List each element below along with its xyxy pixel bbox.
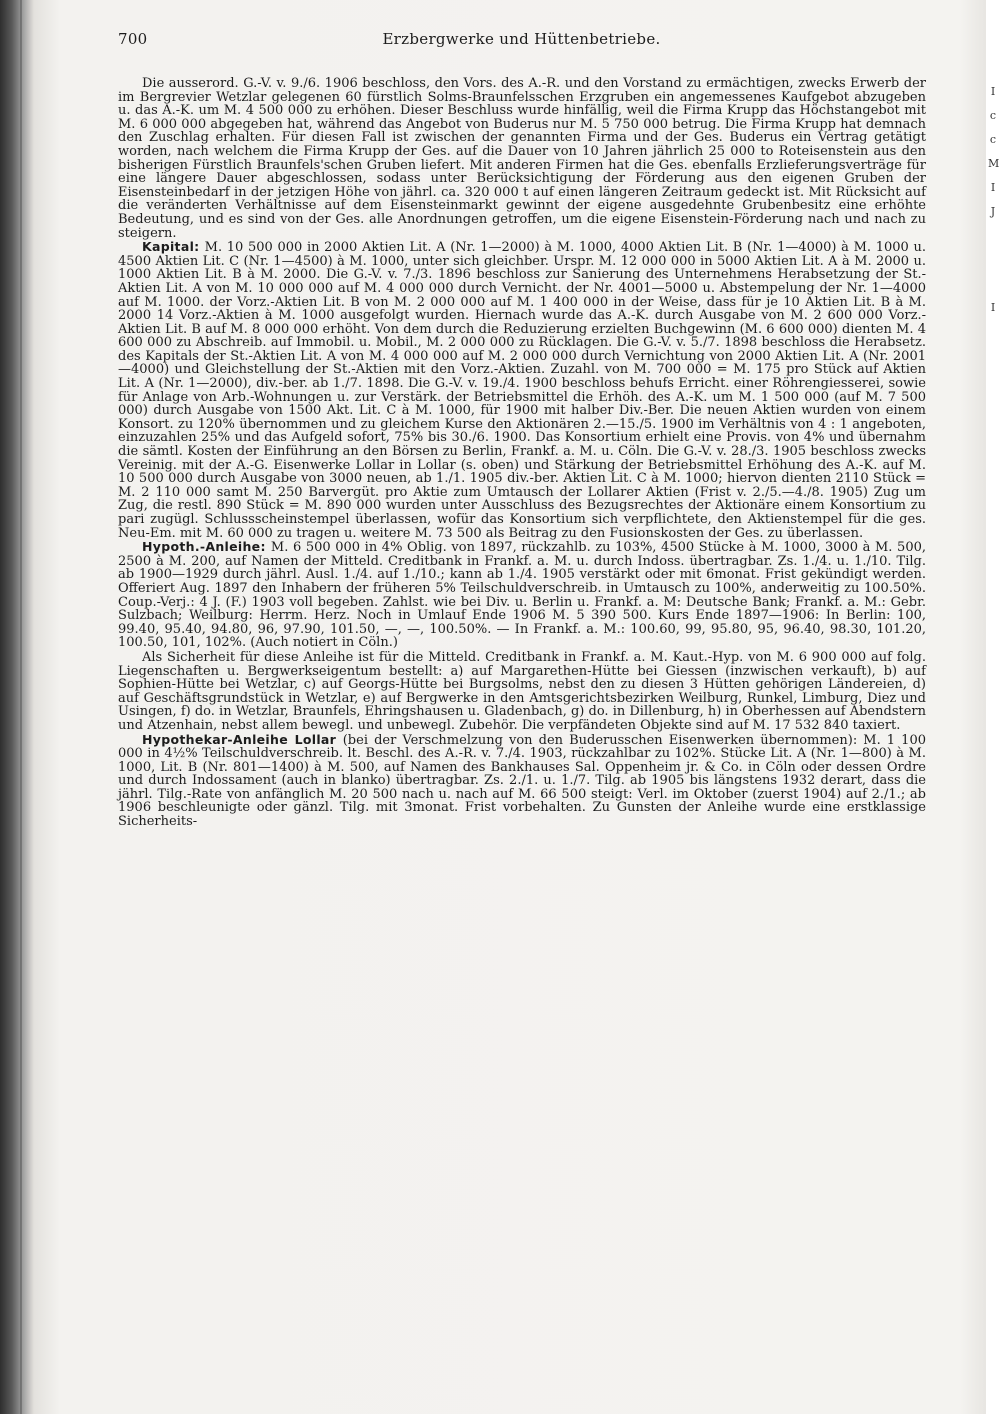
edge-letter: M [988, 157, 1000, 170]
edge-letter: c [989, 133, 997, 146]
adjacent-page-edge [986, 0, 1000, 1414]
paragraph-text: Die ausserord. G.-V. v. 9./6. 1906 beschloss, den Vors. des A.-R. und den Vorstand zu ermächtigen, zwecks Erwerb der im Bergrevier Wetzlar gelegenen 60 fürstlich Solms-Braunfelsschen Erzgruben ein angemessenes Kaufgebot abzugeben u. das A.-K. um M. 4 500 000 zu erhöhen. Dieser Beschluss wurde hinfällig, weil die Firma Krupp das Höchstangebot mit M. 6 000 000 abgegeben hat, während das Angebot von Buderus nur M. 5 750 000 betrug. Die Firma Krupp hat demnach den Zuschlag erhalten. Für diesen Fall ist zwischen der genannten Firma und der Ges. Buderus ein Vertrag getätigt worden, nach welchem die Firma Krupp der Ges. auf die Dauer von 10 Jahren jährlich 25 000 to Roteisenstein aus den bisherigen Fürstlich Braunfels'schen Gruben liefert. Mit anderen Firmen hat die Ges. ebenfalls Erzlieferungsverträge für eine längere Dauer abgeschlossen, sodass unter Berücksichtigung der Förderung aus den eigenen Gruben der Eisensteinbedarf in der jetzigen Höhe von jährl. ca. 320 000 t auf einen längeren Zeitraum gedeckt ist. Mit Rücksicht auf die veränderten Verhältnisse auf dem Eisensteinmarkt gewinnt der eigene ausgedehnte Grubenbesitz eine erhöhte Bedeutung, und es sind von der Ges. alle Anordnungen getroffen, um die eigene Eisenstein-Förderung nach und nach zu steigern. [118, 76, 926, 241]
edge-letter: I [990, 301, 996, 314]
edge-letter: I [990, 181, 996, 194]
paragraph-text: Als Sicherheit für diese Anleihe ist für die Mitteld. Creditbank in Frankf. a. M. Kaut.-Hyp. von M. 6 900 000 auf folg. Liegenschaften u. Bergwerkseigentum bestellt: a) auf Margarethen-Hütte bei Giessen (inzwischen verkauft), b) auf Sophien-Hütte bei Wetzlar, c) auf Georgs-Hütte bei Burgsolms, nebst den zu diesen 3 Hütten gehörigen Ländereien, d) auf Geschäftsgrundstück in Wetzlar, e) auf Bergwerke in den Amtsgerichtsbezirken Weilburg, Runkel, Limburg, Diez und Usingen, f) do. in Wetzlar, Braunfels, Ehringshausen u. Gladenbach, g) do. in Dillenburg, h) in Oberhessen auf Abendstern und Atzenhain, nebst allem bewegl. und unbewegl. Zubehör. Die verpfändeten Objekte sind auf M. 17 532 840 taxiert. [118, 649, 926, 733]
paragraph-hypothekar-lollar [118, 733, 926, 829]
paragraph-lead-hypoth: Hypoth.-Anleihe: [142, 539, 271, 555]
paragraph-kapital [118, 240, 926, 540]
edge-letter: c [989, 109, 997, 122]
page-header [118, 30, 925, 52]
paragraph-hypoth-anleihe [118, 540, 926, 650]
running-title: Erzbergwerke und Hüttenbetriebe. [382, 30, 661, 48]
book-gutter [20, 0, 22, 1414]
edge-letter: I [990, 85, 996, 98]
page-number: 700 [118, 30, 148, 48]
paragraph-sicherheit [118, 650, 926, 733]
page-body [118, 76, 926, 829]
paragraph-erwerb [118, 76, 926, 240]
adjacent-page-letters [988, 80, 998, 320]
paragraph-text: (bei der Verschmelzung von den Buderusschen Eisenwerken übernommen): M. 1 100 000 in 4½% Teilschuldverschreib. lt. Beschl. des A.-R. v. 7./4. 1903, rückzahlbar zu 102%. Stücke Lit. A (Nr. 1—800) à M. 1000, Lit. B (Nr. 801—1400) à M. 500, auf Namen des Bankhauses Sal. Oppenheim jr. & Co. in Cöln oder dessen Ordre und durch Indossament (auch in blanko) übertragbar. Zs. 2./1. u. 1./7. Tilg. ab 1905 bis längstens 1932 derart, dass die jährl. Tilg.-Rate von anfänglich M. 20 500 nach u. nach auf M. 66 500 steigt: Verl. im Oktober (zuerst 1904) auf 2./1.; ab 1906 beschleunigte oder gänzl. Tilg. mit 3monat. Frist vorbehalten. Zu Gunsten der Anleihe wurde eine erstklassige Sicherheits- [118, 732, 926, 830]
paragraph-lead-lollar: Hypothekar-Anleihe Lollar [142, 731, 343, 747]
edge-letter: J [990, 205, 996, 218]
paragraph-text: M. 10 500 000 in 2000 Aktien Lit. A (Nr. 1—2000) à M. 1000, 4000 Aktien Lit. B (Nr. 1—4000) à M. 1000 u. 4500 Aktien Lit. C (Nr. 1—4500) à M. 1000, unter sich gleichber. Urspr. M. 12 000 000 in 5000 Aktien Lit. A à M. 2000 u. 1000 Aktien Lit. B à M. 2000. Die G.-V. v. 7./3. 1896 beschloss zur Sanierung des Unternehmens Herabsetzung der St.-Aktien Lit. A von M. 10 000 000 auf M. 4 000 000 durch Vernicht. der Nr. 4001—5000 u. Abstempelung der Nr. 1—4000 auf M. 1000. der Vorz.-Aktien Lit. B von M. 2 000 000 auf M. 1 400 000 in der Weise, dass für je 10 Aktien Lit. B à M. 2000 14 Vorz.-Aktien à M. 1000 ausgefolgt wurden. Hiernach wurde das A.-K. durch Ausgabe von M. 2 600 000 Vorz.-Aktien Lit. B auf M. 8 000 000 erhöht. Von dem durch die Reduzierung erzielten Buchgewinn (M. 6 600 000) dienten M. 4 600 000 zu Abschreib. auf Immobil. u. Mobil., M. 2 000 000 zu Rücklagen. Die G.-V. v. 5./7. 1898 beschloss die Herabsetz. des Kapitals der St.-Aktien Lit. A von M. 4 000 000 auf M. 2 000 000 durch Vernichtung von 2000 Aktien Lit. A (Nr. 2001—4000) und Gleichstellung der St.-Aktien mit den Vorz.-Aktien. Zuzahl. von M. 700 000 = M. 175 pro Stück auf Aktien Lit. A (Nr. 1—2000), div.-ber. ab 1./7. 1898. Die G.-V. v. 19./4. 1900 beschloss behufs Erricht. einer Röhrengiesserei, sowie für Anlage von Arb.-Wohnungen u. zur Verstärk. der Betriebsmittel die Erhöh. des A.-K. um M. 1 500 000 (auf M. 7 500 000) durch Ausgabe von 1500 Akt. Lit. C à M. 1000, für 1900 mit halber Div.-Ber. Die neuen Aktien wurden von einem Konsort. zu 120% übernommen und zu gleichem Kurse den Aktionären 2.—15./5. 1900 im Verhältnis von 4 : 1 angeboten, einzuzahlen 25% und das Aufgeld sofort, 75% bis 30./6. 1900. Das Konsortium erhielt eine Provis. von 4% und übernahm die sämtl. Kosten der Einführung an den Börsen zu Berlin, Frankf. a. M. u. Cöln. Die G.-V. v. 28./3. 1905 beschloss zwecks Vereinig. mit der A.-G. Eisenwerke Lollar in Lollar (s. oben) und Stärkung der Betriebsmittel Erhöhung des A.-K. auf M. 10 500 000 durch Ausgabe von 3000 neuen, ab 1./1. 1905 div.-ber. Aktien Lit. C à M. 1000; hiervon dienten 2110 Stück = M. 2 110 000 samt M. 250 Barvergüt. pro Aktie zum Umtausch der Lollarer Aktien (Frist v. 2./5.—4./8. 1905) Zug um Zug, die restl. 890 Stück = M. 890 000 wurden unter Ausschluss des Bezugsrechtes der Aktionäre einem Konsortium zu pari zugügl. Schlussscheinstempel überlassen, wofür das Konsortium sich verpflichtete, den Aktienstempel für die ges. Neu-Em. mit M. 60 000 zu tragen u. weitere M. 73 500 als Beitrag zu den Fusionskosten der Ges. zu überlassen. [118, 240, 926, 541]
paragraph-lead-kapital: Kapital: [142, 239, 205, 255]
paragraph-text: M. 6 500 000 in 4% Oblig. von 1897, rückzahlb. zu 103%, 4500 Stücke à M. 1000, 3000 à M. 500, 2500 à M. 200, auf Namen der Mitteld. Creditbank in Frankf. a. M. u. durch Indoss. übertragbar. Zs. 1./4. u. 1./10. Tilg. ab 1900—1929 durch jährl. Ausl. 1./4. auf 1./10.; kann ab 1./4. 1905 verstärkt oder mit 6monat. Frist gekündigt werden. Offeriert Aug. 1897 den Inhabern der früheren 5% Teilschuldverschreib. in Umtausch zu 100%, anderweitig zu 100.50%. Coup.-Verj.: 4 J. (F.) 1903 voll begeben. Zahlst. wie bei Div. u. Berlin u. Frankf. a. M: Deutsche Bank; Frankf. a. M.: Gebr. Sulzbach; Weilburg: Herrm. Herz. Noch in Umlauf Ende 1906 M. 5 390 500. Kurs Ende 1897—1906: In Berlin: 100, 99.40, 95.40, 94.80, 96, 97.90, 101.50, —, —, 100.50%. — In Frankf. a. M.: 100.60, 99, 95.80, 95, 96.40, 98.30, 101.20, 100.50, 101, 102%. (Auch notiert in Cöln.) [118, 540, 926, 651]
